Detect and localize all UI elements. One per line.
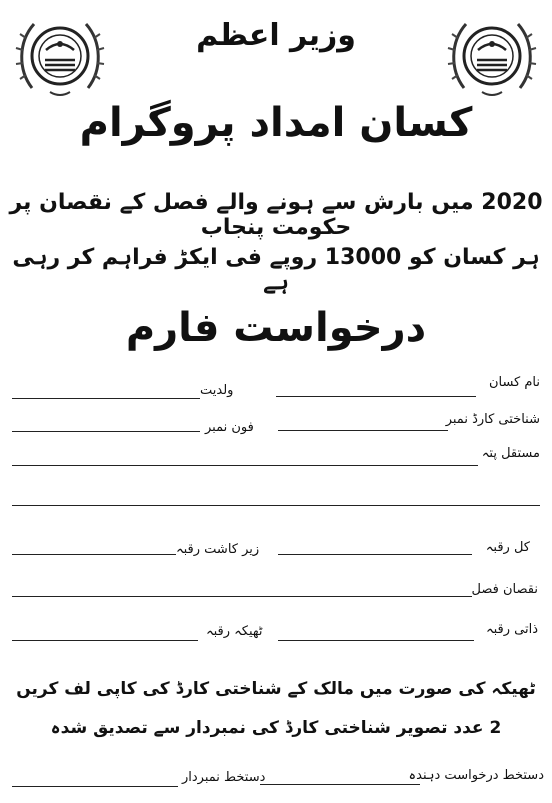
father-name-field[interactable] <box>12 398 200 399</box>
lease-area-field[interactable] <box>12 640 198 641</box>
cultivated-area-field[interactable] <box>12 554 176 555</box>
farmer-name-field[interactable] <box>276 396 476 397</box>
header-title: وزیر اعظم <box>196 18 356 53</box>
intro-line-2: ہر کسان کو 13000 روپے فی ایکڑ فراہم کر رہی ہے <box>12 245 540 295</box>
cultivated-area-label: زیر کاشت رقبہ <box>176 542 260 557</box>
phone-label: فون نمبر <box>205 420 254 435</box>
father-name-label: ولدیت <box>200 383 234 398</box>
own-area-field[interactable] <box>278 640 474 641</box>
lease-note: ٹھیکہ کی صورت میں مالک کے شناختی کارڈ کی کاپی لف کریں <box>16 679 536 699</box>
farmer-name-label: نام کسان <box>488 375 540 390</box>
phone-field[interactable] <box>12 431 200 432</box>
form-title: درخواست فارم <box>125 305 427 351</box>
address-field-2[interactable] <box>12 505 540 506</box>
total-area-field[interactable] <box>278 554 472 555</box>
intro-line-1: 2020 میں بارش سے ہونے والے فصل کے نقصان پر حکومت پنجاب <box>9 190 543 240</box>
applicant-signature-label: دستخط درخواست دہندہ <box>408 768 544 783</box>
program-title: کسان امداد پروگرام <box>79 100 473 146</box>
crop-loss-label: نقصان فصل <box>471 582 538 597</box>
applicant-signature-field[interactable] <box>260 784 420 785</box>
cnic-label: شناختی کارڈ نمبر <box>445 412 540 427</box>
address-field-1[interactable] <box>12 465 478 466</box>
numberdar-signature-field[interactable] <box>12 786 178 787</box>
cnic-field[interactable] <box>278 430 448 431</box>
photo-note: 2 عدد تصویر شناختی کارڈ کی نمبردار سے تصدیق شدہ <box>50 718 502 738</box>
total-area-label: کل رقبہ <box>485 540 530 555</box>
crop-loss-field[interactable] <box>12 596 472 597</box>
lease-area-label: ٹھیکہ رقبہ <box>206 624 263 639</box>
numberdar-signature-label: دستخط نمبردار <box>182 770 266 785</box>
address-label: مستقل پتہ <box>481 446 540 461</box>
own-area-label: ذاتی رقبہ <box>485 622 538 637</box>
